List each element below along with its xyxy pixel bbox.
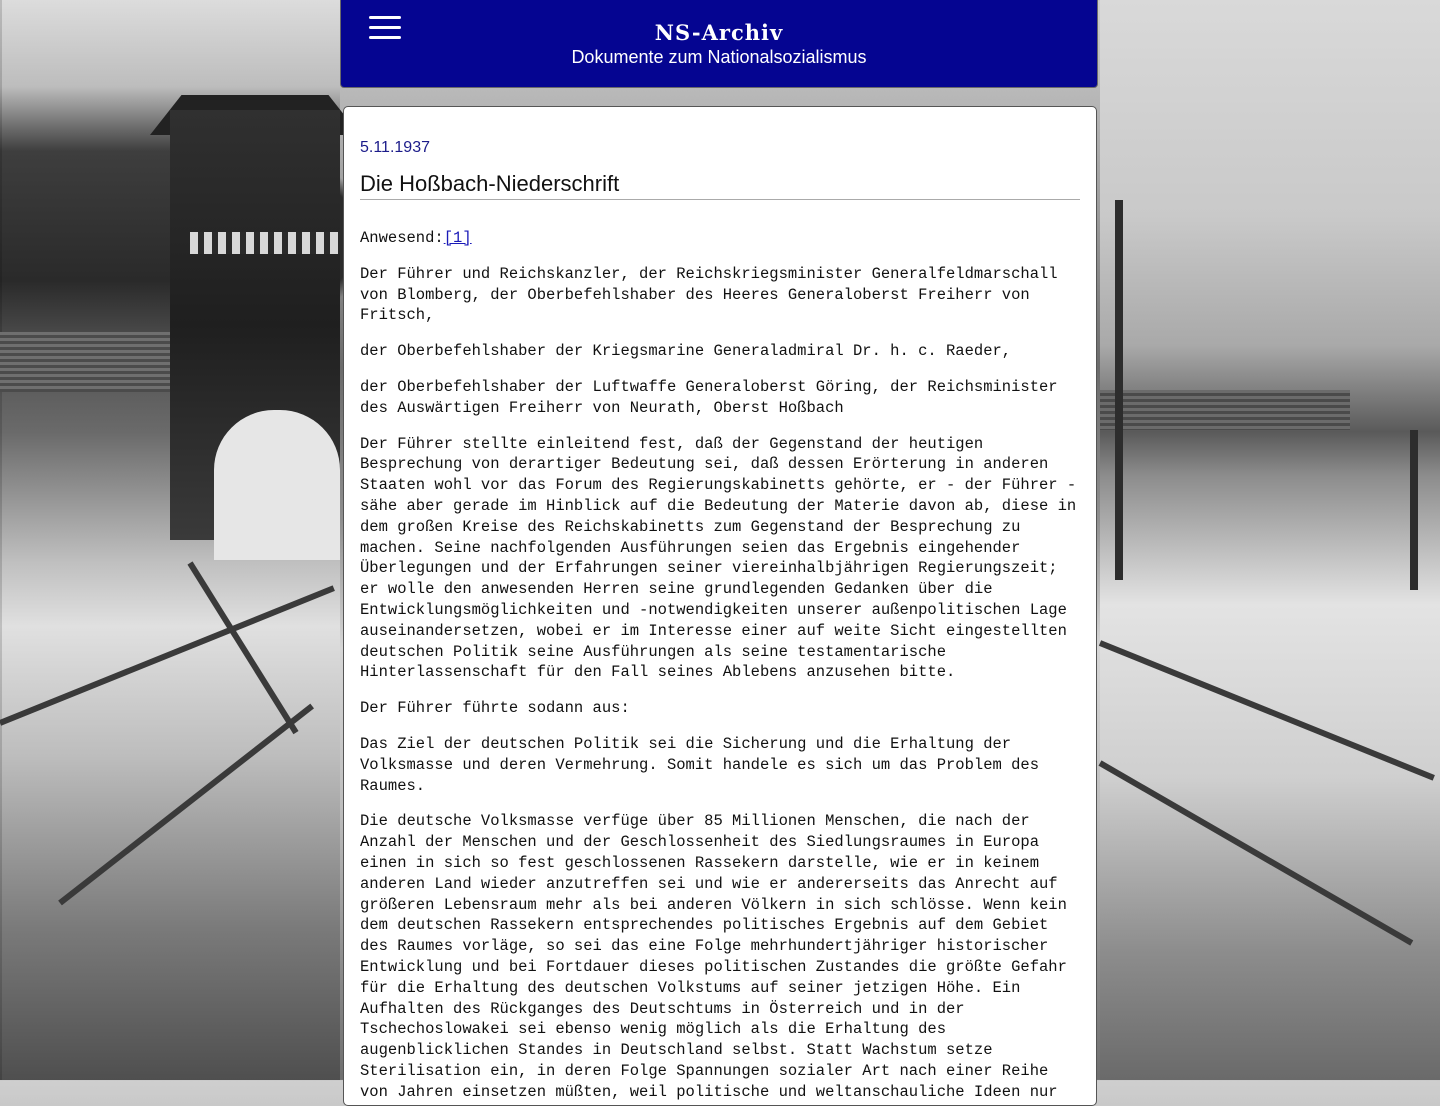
present-label: Anwesend: [360,229,444,247]
background-fence-pole [1115,200,1123,580]
document-content [343,106,1097,1106]
background-barrack-roof-right [1100,390,1350,430]
background-gate-arch [214,410,340,560]
paragraph: der Oberbefehlshaber der Luftwaffe Generaloberst Göring, der Reichsminister des Auswärtigen Freiherr von Neurath, Oberst Hoßbach [360,377,1058,417]
document-title: Die Hoßbach-Niederschrift [360,171,1080,200]
present-line [360,228,1080,249]
menu-bar [369,16,401,19]
background-photo-right [1100,0,1440,1080]
site-subtitle: Dokumente zum Nationalsozialismus [571,47,867,67]
site-title[interactable]: NS-Archiv [654,20,784,45]
paragraph: Der Führer und Reichskanzler, der Reichskriegsminister Generalfeldmarschall von Blomberg, der Oberbefehlshaber des Heeres Generaloberst Freiherr von Fritsch, [360,264,1058,325]
paragraph: der Oberbefehlshaber der Kriegsmarine Generaladmiral Dr. h. c. Raeder, [360,342,1012,361]
document-date: 5.11.1937 [360,139,430,156]
footnote-link[interactable]: [1] [443,229,472,247]
background-fence-pole [1410,430,1418,590]
paragraph: Die deutsche Volksmasse verfüge über 85 Millionen Menschen, die nach der Anzahl der Menschen und der Geschlossenheit des Siedlungsraumes in Europa einen in sich so fest geschlossenen Rassekern darstelle, wie er in keinem anderen Land wieder anzutreffen sei und wie er andererseits das Anrecht auf größeren Lebensraum mehr als bei anderen Völkern in sich schlösse. Wenn kein dem deutschen Rassekern entsprechendes politisches Ergebnis auf dem Gebiet des Raumes vorläge, so sei das eine Folge mehrhundertjähriger historischer Entwicklung und bei Fortdauer dieses politischen Zustandes die größte Gefahr für die Erhaltung des deutschen Volkstums auf seiner jetzigen Höhe. Ein Aufhalten des Rückganges des Deutschtums in Österreich und in der Tschechoslowakei sei ebenso wenig möglich als die Erhaltung des augenblicklichen Standes in Deutschland selbst. Statt Wachstum setze Sterilisation ein, in deren Folge Spannungen sozialer Art nach einer Reihe von Jahren einsetzen müßten, weil politische und weltanschauliche Ideen nur [360,812,1067,1101]
background-barrack-roof [0,332,190,392]
paragraph: Das Ziel der deutschen Politik sei die Sicherung und die Erhaltung der Volksmasse und deren Vermehrung. Somit handele es sich um das Problem des Raumes. [360,734,1040,795]
site-header [340,0,1098,88]
background-tower-windows [190,232,340,254]
paragraph: Der Führer führte sodann aus: [360,699,630,718]
paragraph: Der Führer stellte einleitend fest, daß der Gegenstand der heutigen Besprechung von derartiger Bedeutung sei, daß dessen Erörterung in anderen Staaten wohl vor das Forum des Regierungskabinetts gehörte, er - der Führer - sähe aber gerade im Hinblick auf die Bedeutung der Materie davon ab, diese in dem großen Kreise des Reichskabinetts zum Gegenstand der Besprechung zu machen. Seine nachfolgenden Ausführungen seien das Ergebnis eingehender Überlegungen und der Erfahrungen seiner viereinhalbjährigen Regierungszeit; er wolle den anwesenden Herren seine grundlegenden Gedanken über die Entwicklungsmöglichkeiten und -notwendigkeiten unserer außenpolitischen Lage auseinandersetzen, wobei er im Interesse einer auf weite Sicht eingestellten deutschen Politik seine Ausführungen als seine testamentarische Hinterlassenschaft für den Fall seines Ablebens anzusehen bitte. [360,434,1077,682]
